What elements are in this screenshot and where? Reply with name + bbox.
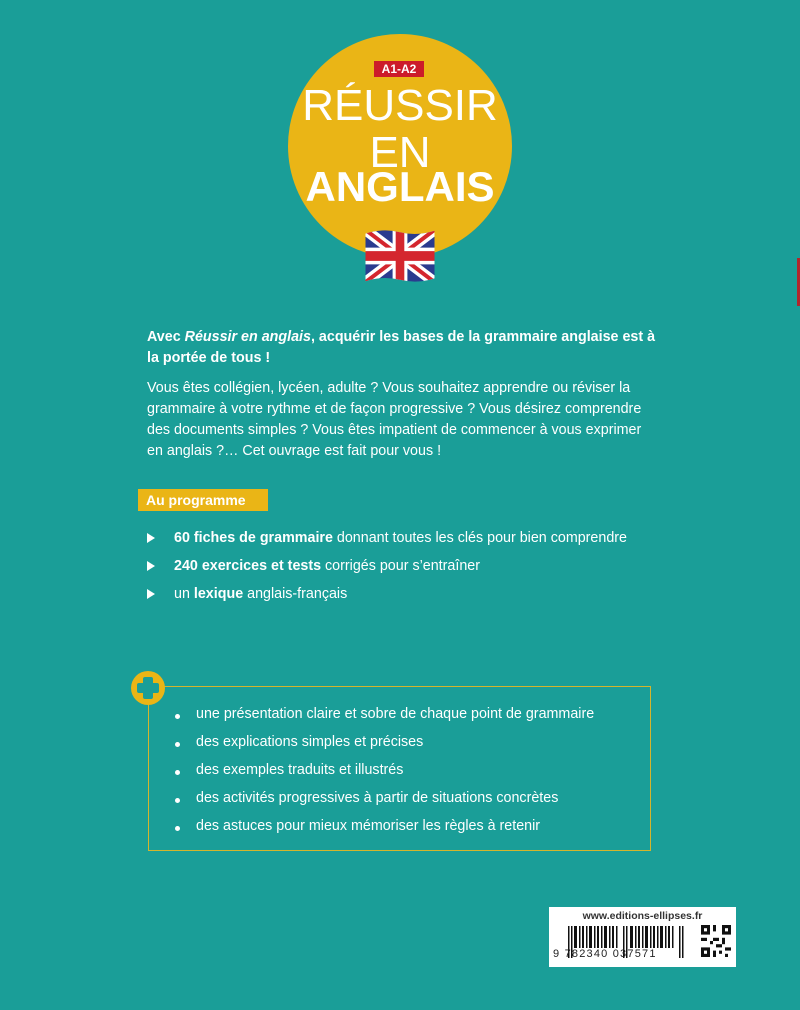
lead-prefix: Avec	[147, 329, 185, 345]
features-list	[175, 700, 594, 840]
publisher-url[interactable]: www.editions-ellipses.fr	[582, 910, 703, 922]
feature-item	[175, 756, 594, 784]
feature-item	[175, 812, 594, 840]
lead-suffix: , acquérir les bases de la grammaire anglaise est à la portée de tous !	[147, 329, 656, 366]
title-line-3: ANGLAIS	[305, 163, 495, 210]
feature-text: des activités progressives à partir de situations concrètes	[196, 790, 559, 806]
union-jack-flag-icon	[363, 228, 437, 284]
programme-list	[147, 524, 627, 608]
feature-text: une présentation claire et sobre de chaque point de grammaire	[196, 706, 595, 722]
feature-item	[175, 728, 594, 756]
bullet-dot-icon	[175, 770, 180, 775]
item-bold: lexique	[193, 586, 244, 602]
programme-item	[147, 580, 627, 608]
bullet-dot-icon	[175, 742, 180, 747]
intro-paragraph: Vous êtes collégien, lycéen, adulte ? Vous souhaitez apprendre ou réviser la grammaire à votre rythme et de façon progressive ? Vous désirez comprendre des documents simples ? Vous êtes impatient de commencer à vous exprimer en anglais ?… Cet ouvrage est fait pour vous !	[147, 380, 642, 459]
bullet-dot-icon	[175, 826, 180, 831]
lead-title: Réussir en anglais	[184, 329, 311, 345]
feature-text: des explications simples et précises	[196, 734, 424, 750]
item-bold: 60 fiches de grammaire	[174, 530, 333, 546]
isbn-number: 9 782340 037571	[553, 948, 657, 960]
triangle-bullet-icon	[147, 589, 155, 599]
feature-item	[175, 784, 594, 812]
item-pre: un	[174, 586, 194, 602]
bullet-dot-icon	[175, 714, 180, 719]
bullet-dot-icon	[175, 798, 180, 803]
item-bold: 240 exercices et tests	[174, 558, 322, 574]
feature-item	[175, 700, 594, 728]
plus-icon	[131, 671, 165, 705]
intro-lead	[147, 327, 657, 369]
item-rest: anglais-français	[243, 586, 348, 602]
item-rest: donnant toutes les clés pour bien comprendre	[332, 530, 628, 546]
triangle-bullet-icon	[147, 561, 155, 571]
feature-text: des astuces pour mieux mémoriser les règles à retenir	[196, 818, 541, 834]
feature-text: des exemples traduits et illustrés	[196, 762, 404, 778]
title-line-1: RÉUSSIR	[302, 81, 498, 130]
level-badge: A1-A2	[374, 61, 424, 77]
programme-item	[147, 552, 627, 580]
triangle-bullet-icon	[147, 533, 155, 543]
barcode-panel	[549, 907, 736, 967]
title-line-2: EN	[369, 128, 431, 177]
qr-code-icon	[701, 925, 731, 957]
item-rest: corrigés pour s’entraîner	[321, 558, 480, 574]
programme-item	[147, 524, 627, 552]
programme-label: Au programme	[138, 489, 268, 511]
